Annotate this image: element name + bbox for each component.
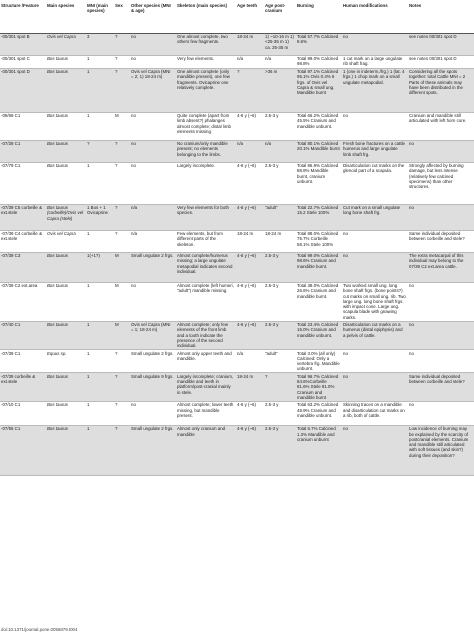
table-cell: Bos taurus [46, 162, 86, 204]
table-cell: n/a [130, 204, 176, 230]
table-cell: 18-24 m [236, 373, 264, 401]
table-cell: Bos taurus [46, 252, 86, 282]
table-cell: The extra metacarpal of this individual may belong to the 07/39 C2 ext.area cattle. [408, 252, 474, 282]
table-cell: 1 (one in indeterm./frg.) 1 (lat. 4 frgs.) 1 chop mark on a small ungulate metapodial. [342, 68, 408, 112]
column-header: Age teeth [236, 0, 264, 33]
table-cell: Bos taurus [46, 112, 86, 140]
table-cell: 4-6 y (~6) [236, 321, 264, 349]
table-cell: ? [114, 68, 130, 112]
table-cell: >36 m [264, 68, 296, 112]
table-cell: no [342, 33, 408, 55]
table-cell: Total 66.2% Calcined 45.5% Cranium and mandible unburnt. [296, 112, 342, 140]
table-cell: ? [114, 204, 130, 230]
table-cell: 1 [86, 55, 114, 68]
table-row [0, 33, 474, 55]
table-cell: 4-6 y (~6) [236, 425, 264, 475]
table-cell: n/a [236, 55, 264, 68]
table-cell: ? [114, 140, 130, 162]
table-cell: 1 [86, 282, 114, 321]
table-cell: ? [236, 68, 264, 112]
table-header-row [0, 0, 474, 33]
column-header: Skeleton (main species) [176, 0, 236, 33]
table-cell: Total 99.0% Calcined 98.8% [296, 55, 342, 68]
table-cell: Bos taurus [46, 282, 86, 321]
table-cell: n/a [130, 230, 176, 252]
table-cell: Total 6.7% Calcined 1.3% Mandible and cranium unburnt [296, 425, 342, 475]
table-cell: Largely incomplete; cranium, mandible and teeth in platform/post-cranial mainly in stele. [176, 373, 236, 401]
table-cell: 1 [86, 112, 114, 140]
table-cell: ? [86, 140, 114, 162]
table-cell: no [130, 140, 176, 162]
table-cell: -09/69 C1 [0, 112, 46, 140]
table-cell: Very few elements for both species. [176, 204, 236, 230]
table-cell: no [130, 162, 176, 204]
table-row [0, 230, 474, 252]
table-row [0, 401, 474, 425]
table-cell: no [408, 204, 474, 230]
table-cell: Skinning traces on a mandible and disarticulation cut marks on a rib, both of cattle. [342, 401, 408, 425]
table-cell: ? [114, 425, 130, 475]
table-cell: -07/40 C1 [0, 321, 46, 349]
table-cell: Low incidence of burning may be explained by the scarcity of postcranial elements. Cranium and mandible still articulated with soft tissues (and skin?) during their deposition? [408, 425, 474, 475]
table-cell: Almost only upper teeth and mandible. [176, 350, 236, 373]
table-row [0, 112, 474, 140]
table-cell: no [342, 425, 408, 475]
table-cell: Quite complete (apart from limb absent?) phalanges almost complete; distal limb elements missing. [176, 112, 236, 140]
table-row [0, 140, 474, 162]
table-cell: no [130, 401, 176, 425]
table-cell: 2.5-3 y [264, 425, 296, 475]
table-cell: ? [114, 33, 130, 55]
table-cell: -07/39 C1 [0, 350, 46, 373]
table-cell: Almost complete; only few elements of the front limb and a tooth indicate the presence of the second individual. [176, 321, 236, 349]
table-cell: 18-24 m [264, 230, 296, 252]
table-cell: 18-24 m [236, 230, 264, 252]
table-cell: Ovis vel Capra [46, 230, 86, 252]
table-row [0, 321, 474, 349]
table-cell: no [130, 33, 176, 55]
table-cell: 1 [86, 230, 114, 252]
table-cell: 4-6 y (~6) [236, 252, 264, 282]
table-cell: Ovis vel Capra [46, 33, 86, 55]
table-cell: 1) ~10-16 m 1) <25-35 m 1) ca. 25-35 m [264, 33, 296, 55]
table-cell: ? [114, 401, 130, 425]
table-row [0, 204, 474, 230]
table-cell: Bos taurus (corbeille)/Ovis vel Capra (stele) [46, 204, 86, 230]
table-cell: Very few elements. [176, 55, 236, 68]
table-cell: n/a [264, 140, 296, 162]
table-row [0, 425, 474, 475]
table-cell: no [408, 401, 474, 425]
table-cell: Total 38.0% Calcined 26.6% Cranium and mandible burnt. [296, 282, 342, 321]
table-cell: Total 3.0% (all only) Calcined: Only a vertebra frg. Mandible unburnt. [296, 350, 342, 373]
table-row [0, 68, 474, 112]
table-cell: Bos taurus [46, 321, 86, 349]
table-cell: 2.5-3 y [264, 401, 296, 425]
table-cell: Ovis vel Capra (MNI = 2; 1) 18-24 m) [130, 68, 176, 112]
table-cell: no [342, 350, 408, 373]
table-cell: ? [114, 230, 130, 252]
table-cell: Few elements, but from different parts of the skeleton. [176, 230, 236, 252]
table-cell: no [130, 55, 176, 68]
table-cell: Fresh bone fractures on a cattle humerus and large ungulate limb shaft frg. [342, 140, 408, 162]
table-cell: no [342, 373, 408, 401]
table-cell: Small ungulate 2 frgs. [130, 350, 176, 373]
table-cell: Bos taurus [46, 401, 86, 425]
table-cell: -07/79 C1 [0, 162, 46, 204]
table-cell: no [342, 230, 408, 252]
column-header: Main species [46, 0, 86, 33]
table-cell: Equus sp. [46, 350, 86, 373]
table-cell: ? [114, 162, 130, 204]
table-cell: Small ungulate 2 frgs. [130, 425, 176, 475]
table-row [0, 55, 474, 68]
table-cell: -07/39 C4 corbeille & ext.stele [0, 230, 46, 252]
doi-footer[interactable]: doi:10.1371/journal.pone.0056879.t004 [1, 627, 78, 632]
table-cell: Ovis vel Capra (MNI = 1; 18-24 m) [130, 321, 176, 349]
table-cell: Bos taurus [46, 373, 86, 401]
table-cell: Total 80.1% Calcined 20.1% Mandible burnt [296, 140, 342, 162]
table-cell: ? [114, 55, 130, 68]
table-cell: no [130, 112, 176, 140]
column-header: Other species (MNI & age) [130, 0, 176, 33]
table-cell: No cranium/only mandible present; no elements belonging to the limbs. [176, 140, 236, 162]
table-cell: Same individual deposited between corbeille and stele? [408, 373, 474, 401]
table-cell: 2.5-3 y [264, 282, 296, 321]
table-cell: 3 [86, 33, 114, 55]
table-cell: 2.5-3 y [264, 112, 296, 140]
table-cell: no [408, 282, 474, 321]
table-cell: One almost complete (only mandible present), one few fragments. Ovicaprine one relatively complete. [176, 68, 236, 112]
table-cell: 2.5-3 y [264, 162, 296, 204]
table-cell: no [342, 112, 408, 140]
table-cell: 1 Bos + 1 Ovicaprine [86, 204, 114, 230]
table-cell: Total 96.9% Calcined 88.8% Mandible burnt, cranium unburnt. [296, 162, 342, 204]
table-cell: 4-6 y (~6) [236, 162, 264, 204]
table-cell: M [114, 321, 130, 349]
table-cell: ? [264, 373, 296, 401]
table-row [0, 162, 474, 204]
table-row [0, 373, 474, 401]
table-cell: Cut mark on a small ungulate long bone shaft frg. [342, 204, 408, 230]
table-cell: Total 22.7% Calcined 15.2 Stele 100% [296, 204, 342, 230]
table-cell: -07/39 C3 [0, 252, 46, 282]
table-body [0, 33, 474, 475]
table-cell: Small ungulate 2 frgs. [130, 252, 176, 282]
table-cell: Considering all the spots together: total Cattle MNI = 2 Parts of these animals may have been distributed in the different spots. [408, 68, 474, 112]
table-cell: n/a [236, 140, 264, 162]
table-cell: -07/39 C5 corbeille & ext.stele [0, 204, 46, 230]
table-cell: Total 23.4% Calcined 15.0% Cranium and mandible unburnt. [296, 321, 342, 349]
table-cell: Almost complete; lower teeth missing, but mandible present. [176, 401, 236, 425]
table-cell: Disarticulation cut marks on a humerus (distal epiphysis) and a pelvis of cattle. [342, 321, 408, 349]
table-cell: M [114, 252, 130, 282]
table-cell: Two worked small ung. long bone shaft frgs. (bone points?) cut marks on small ung. rib. Two large ung. long bone shaft frgs. with impact cone. Large ung. scapula blade with gnawing marks. [342, 282, 408, 321]
table-row [0, 282, 474, 321]
table-cell: -00/301 spot B [0, 33, 46, 55]
table-cell: "adult" [264, 350, 296, 373]
table-cell: Small ungulate 9 frgs. [130, 373, 176, 401]
table-cell: -07/55 C1 [0, 425, 46, 475]
table-cell: no [408, 350, 474, 373]
table-cell: 1 [86, 373, 114, 401]
table-cell: 1 [86, 162, 114, 204]
table-cell: One almost complete, two others few fragments. [176, 33, 236, 55]
column-header: Burning [296, 0, 342, 33]
column-header: Structure /Feature [0, 0, 46, 33]
table-cell: ? [114, 350, 130, 373]
table-cell: 4-6 y (~6) [236, 112, 264, 140]
table-cell: n/a [264, 55, 296, 68]
table-cell: -00/301 spot D [0, 68, 46, 112]
table-cell: 2.5-3 y [264, 252, 296, 282]
table-cell: Disarticulation cut marks on the glenoid part of a scapula. [342, 162, 408, 204]
column-header: MNI (main species) [86, 0, 114, 33]
table-cell: Bos taurus [46, 55, 86, 68]
table-cell: ? [114, 373, 130, 401]
table-cell: no [408, 321, 474, 349]
table-row [0, 252, 474, 282]
table-cell: M [114, 282, 130, 321]
table-cell: Almost complete (left humeri, "adult") mandible missing. [176, 282, 236, 321]
table-cell: Strongly affected by burning damage, but less intense (relatively few calcined specimens) than other structures. [408, 162, 474, 204]
table-cell: Cranium and mandible still articulated with left horn core. [408, 112, 474, 140]
table-cell: -07/10 C1 [0, 401, 46, 425]
table-row [0, 350, 474, 373]
table-cell: 18-24 m [236, 33, 264, 55]
table-cell: Same individual deposited between corbeille and stele? [408, 230, 474, 252]
table-cell: 1 [86, 425, 114, 475]
table-cell: no [130, 282, 176, 321]
table-cell: 1 [86, 321, 114, 349]
column-header: Human modifications [342, 0, 408, 33]
table-cell: "adult" [264, 204, 296, 230]
column-header: Age post-cranium [264, 0, 296, 33]
table-cell: Total 88.0% Calcined 75.7% Corbeille 58.1% Stele 100% [296, 230, 342, 252]
column-header: Notes [408, 0, 474, 33]
table-cell: no [342, 252, 408, 282]
table-cell: -07/39 C2 ext.area [0, 282, 46, 321]
table-cell: Total 57.7% Calcined 8.6% [296, 33, 342, 55]
table-cell: see notes 00/301 spot D [408, 55, 474, 68]
table-cell: 4-6 y (~6) [236, 282, 264, 321]
table-cell: 1 [86, 350, 114, 373]
table-cell: 4-6 y (~6) [236, 401, 264, 425]
table-cell: Almost only cranium and mandible [176, 425, 236, 475]
table-cell: 4-6 y (~6) [236, 204, 264, 230]
table-cell: -00/301 spot C [0, 55, 46, 68]
column-header: Sex [114, 0, 130, 33]
table-cell: M [114, 112, 130, 140]
table-cell: Total 99.0% Calcined 98.6% Cranium and mandible burnt. [296, 252, 342, 282]
table-cell: Bos taurus [46, 425, 86, 475]
table-cell: -07/28 C1 [0, 140, 46, 162]
table-cell: no [408, 140, 474, 162]
table-cell: n/a [236, 350, 264, 373]
table-cell: Bos taurus [46, 68, 86, 112]
table-cell: Largely incomplete. [176, 162, 236, 204]
table-cell: Bos taurus [46, 140, 86, 162]
table-cell: Total 63.2% Calcined 48.9% Cranium and mandible unburnt. [296, 401, 342, 425]
table-cell: Total 96.7% Calcined 84.6%Corbeille 81.6% Stele 91.0% Cranium and mandible burnt [296, 373, 342, 401]
table-cell: Total 97.1% Calcined 95.1% Ovis 0.4% 6 frgs. of Ovis vel Capra & small ung. Mandible burnt [296, 68, 342, 112]
table-cell: Almost complete/humerus missing; a large ungulate metapodial indicates second individual. [176, 252, 236, 282]
table-cell: 1 [86, 401, 114, 425]
table-cell: 1 [86, 68, 114, 112]
table-cell: see notes 00/301 spot D [408, 33, 474, 55]
table-cell: 1 cut mark on a large ungulate rib shaft frag. [342, 55, 408, 68]
table-cell: -07/39 corbeille & ext.stele [0, 373, 46, 401]
table-cell: 1(+1?) [86, 252, 114, 282]
table-cell: 2.5-3 y [264, 321, 296, 349]
